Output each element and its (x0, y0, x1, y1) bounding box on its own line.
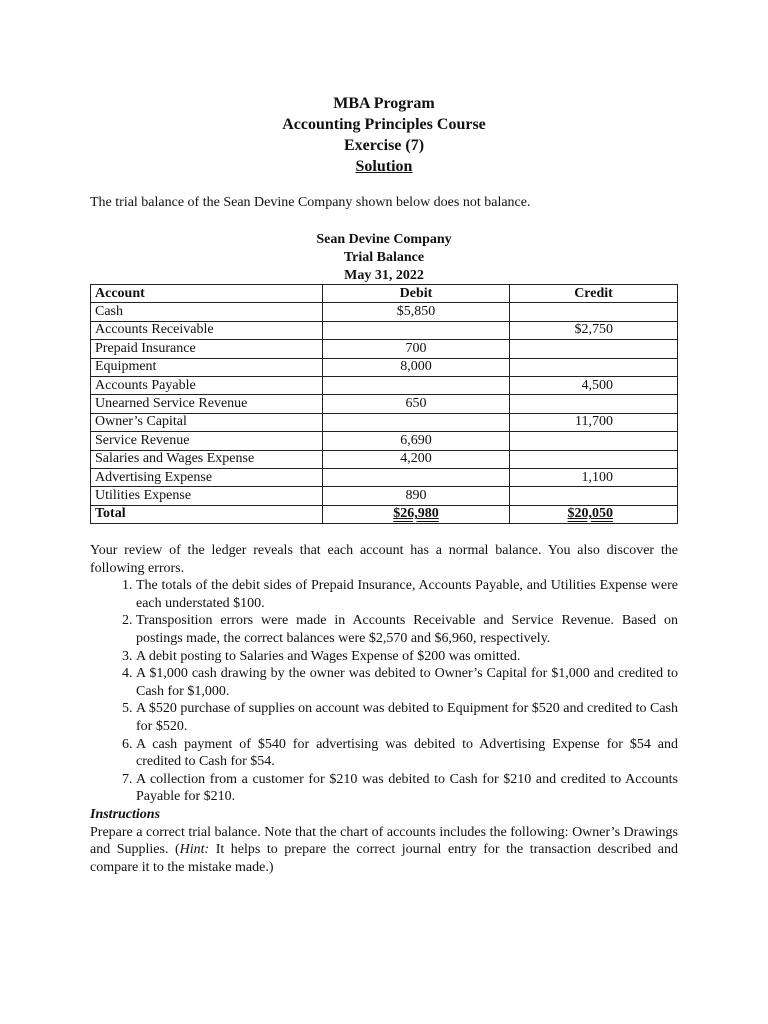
column-header-credit: Credit (510, 285, 678, 303)
list-item: 5. A $520 purchase of supplies on account was debited to Equipment for $520 and credited to Cash for $520. (136, 700, 678, 735)
table-row (91, 321, 678, 339)
solution-title: Solution (355, 158, 413, 175)
document-header (0, 93, 768, 177)
debit-cell (323, 321, 510, 339)
credit-cell: $2,750 (510, 321, 678, 339)
statement-heading (0, 231, 768, 285)
list-item: 3. A debit posting to Salaries and Wages Expense of $200 was omitted. (136, 648, 678, 666)
credit-cell (510, 450, 678, 468)
total-label: Total (91, 505, 323, 523)
table-row (91, 450, 678, 468)
list-item: 4. A $1,000 cash drawing by the owner was debited to Owner’s Capital for $1,000 and credited to Cash for $1,000. (136, 665, 678, 700)
total-debit: $26,980 (393, 506, 439, 522)
review-paragraph: Your review of the ledger reveals that each account has a normal balance. You also discover the following errors. (90, 543, 678, 576)
credit-cell: 4,500 (510, 376, 678, 394)
errors-list (90, 577, 678, 806)
credit-cell (510, 340, 678, 358)
company-name: Sean Devine Company (316, 232, 452, 247)
table-row (91, 303, 678, 321)
debit-cell: 650 (323, 395, 510, 413)
total-credit: $20,050 (567, 506, 613, 522)
account-cell: Advertising Expense (91, 468, 323, 486)
account-cell: Service Revenue (91, 432, 323, 450)
table-row (91, 395, 678, 413)
account-cell: Prepaid Insurance (91, 340, 323, 358)
total-row (91, 505, 678, 523)
column-header-debit: Debit (323, 285, 510, 303)
problem-text (90, 542, 678, 876)
debit-cell (323, 413, 510, 431)
total-debit-cell (323, 505, 510, 523)
statement-date: May 31, 2022 (344, 268, 424, 283)
table-row (91, 413, 678, 431)
credit-cell (510, 358, 678, 376)
debit-cell: 6,690 (323, 432, 510, 450)
account-cell: Accounts Payable (91, 376, 323, 394)
table-row (91, 432, 678, 450)
course-title: Accounting Principles Course (282, 116, 486, 133)
account-cell: Utilities Expense (91, 487, 323, 505)
hint-label: Hint: (179, 842, 210, 858)
debit-cell: 700 (323, 340, 510, 358)
table-header-row (91, 285, 678, 303)
table-row (91, 340, 678, 358)
total-credit-cell (510, 505, 678, 523)
credit-cell (510, 303, 678, 321)
table-row (91, 468, 678, 486)
intro-text: The trial balance of the Sean Devine Company shown below does not balance. (90, 195, 531, 210)
debit-cell: 4,200 (323, 450, 510, 468)
instructions-heading: Instructions (90, 806, 161, 822)
credit-cell (510, 487, 678, 505)
table-row (91, 358, 678, 376)
table-row (91, 376, 678, 394)
debit-cell: 8,000 (323, 358, 510, 376)
account-cell: Owner’s Capital (91, 413, 323, 431)
program-title: MBA Program (333, 95, 435, 112)
debit-cell (323, 468, 510, 486)
table-row (91, 487, 678, 505)
list-item: 1. The totals of the debit sides of Prepaid Insurance, Accounts Payable, and Utilities Expense were each understated $100. (136, 577, 678, 612)
list-item: 7. A collection from a customer for $210 was debited to Cash for $210 and credited to Accounts Payable for $210. (136, 771, 678, 806)
account-cell: Equipment (91, 358, 323, 376)
debit-cell: 890 (323, 487, 510, 505)
account-cell: Unearned Service Revenue (91, 395, 323, 413)
list-item: 6. A cash payment of $540 for advertising was debited to Advertising Expense for $54 and credited to Cash for $54. (136, 736, 678, 771)
statement-name: Trial Balance (343, 250, 425, 265)
credit-cell (510, 432, 678, 450)
exercise-title: Exercise (7) (343, 137, 425, 154)
account-cell: Cash (91, 303, 323, 321)
instructions-text-end: It helps to prepare the correct journal entry for the transaction described and compare it to the mistake made.) (90, 842, 679, 875)
column-header-account: Account (91, 285, 323, 303)
debit-cell (323, 376, 510, 394)
credit-cell: 1,100 (510, 468, 678, 486)
trial-balance-table (90, 284, 678, 524)
credit-cell: 11,700 (510, 413, 678, 431)
list-item: 2. Transposition errors were made in Accounts Receivable and Service Revenue. Based on postings made, the correct balances were $2,570 and $6,960, respectively. (136, 612, 678, 647)
debit-cell: $5,850 (323, 303, 510, 321)
instructions-paragraph (90, 824, 678, 877)
instructions-text-start: Prepare a correct trial balance. Note that the chart of accounts includes the following: Owner’s Drawings and Supplies. ( (90, 824, 678, 858)
account-cell: Accounts Receivable (91, 321, 323, 339)
account-cell: Salaries and Wages Expense (91, 450, 323, 468)
credit-cell (510, 395, 678, 413)
